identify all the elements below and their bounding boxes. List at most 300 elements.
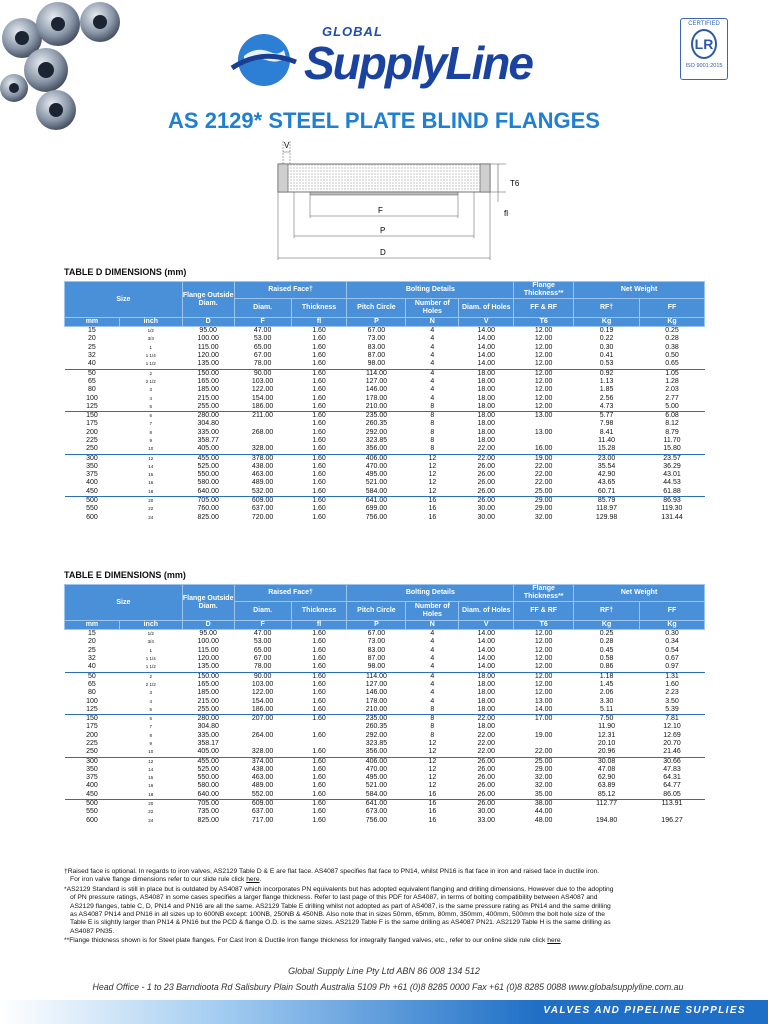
table-cell: 1 <box>119 344 182 352</box>
table-cell: 40 <box>65 360 120 369</box>
unit-cell: D <box>182 318 234 327</box>
table-cell: 26.00 <box>459 463 514 471</box>
unit-cell: inch <box>119 621 182 630</box>
table-cell: 23.00 <box>574 454 640 463</box>
table-cell: 22.00 <box>514 463 574 471</box>
unit-cell: mm <box>65 621 120 630</box>
unit-cell: F <box>234 318 291 327</box>
dim-f-label: F <box>378 206 383 215</box>
unit-cell: Kg <box>640 318 705 327</box>
table-cell <box>574 808 640 816</box>
table-cell: 1.60 <box>291 732 347 740</box>
table-cell: 12.00 <box>514 655 574 663</box>
unit-cell: fl <box>291 621 347 630</box>
table-cell: 85.79 <box>574 497 640 506</box>
table-cell: 6 <box>119 715 182 724</box>
table-cell: 122.00 <box>234 386 291 394</box>
table-cell: 13.00 <box>514 412 574 421</box>
table-cell: 375 <box>65 774 120 782</box>
table-row <box>65 488 705 497</box>
table-cell: 16 <box>406 791 459 800</box>
table-cell: 609.00 <box>234 497 291 506</box>
table-cell: 25 <box>65 647 120 655</box>
table-cell: 62.90 <box>574 774 640 782</box>
table-cell: 24 <box>119 514 182 522</box>
table-cell: 280.00 <box>182 715 234 724</box>
table-cell: 1.60 <box>291 505 347 513</box>
table-cell: 1.60 <box>291 395 347 403</box>
table-e-dimensions <box>64 584 705 825</box>
table-row <box>65 360 705 369</box>
table-cell: 16 <box>406 808 459 816</box>
table-cell: 12.00 <box>514 689 574 697</box>
table-cell: 114.00 <box>347 672 406 681</box>
table-cell: 0.30 <box>574 344 640 352</box>
subhead-ff: FF <box>640 602 705 621</box>
table-cell: 8 <box>406 420 459 428</box>
table-cell: 12.00 <box>514 638 574 646</box>
table-cell: 264.00 <box>234 732 291 740</box>
table-cell: 8.41 <box>574 429 640 437</box>
table-cell: 438.00 <box>234 766 291 774</box>
table-cell: 29.00 <box>514 766 574 774</box>
table-cell: 3.50 <box>640 698 705 706</box>
col-bolting-header: Bolting Details <box>347 282 514 299</box>
table-cell: 178.00 <box>347 395 406 403</box>
table-row <box>65 327 705 336</box>
table-row <box>65 647 705 655</box>
table-cell: 19.00 <box>514 732 574 740</box>
table-cell: 406.00 <box>347 454 406 463</box>
table-cell: 1.60 <box>291 420 347 428</box>
table-row <box>65 429 705 437</box>
table-row <box>65 630 705 639</box>
table-cell: 12 <box>119 757 182 766</box>
subhead-diam: Diam. <box>234 299 291 318</box>
table-cell: 1 1/2 <box>119 663 182 672</box>
table-cell: 12.00 <box>514 360 574 369</box>
table-cell: 14.00 <box>459 663 514 672</box>
table-e-body <box>65 630 705 825</box>
table-cell: 1.60 <box>291 791 347 800</box>
table-cell: 12.00 <box>514 647 574 655</box>
table-cell: 194.80 <box>574 817 640 825</box>
table-cell: 2.56 <box>574 395 640 403</box>
table-cell: 12 <box>406 471 459 479</box>
table-cell: 1.60 <box>291 454 347 463</box>
online-slide-rule-link[interactable]: here <box>547 937 561 944</box>
col-raised-face-header: Raised Face† <box>234 585 347 602</box>
table-cell: 500 <box>65 800 120 809</box>
table-cell: 15 <box>119 774 182 782</box>
company-abn: Global Supply Line Pty Ltd ABN 86 008 134 512 <box>288 966 480 976</box>
table-cell: 5.11 <box>574 706 640 715</box>
table-cell: 5 <box>119 403 182 412</box>
table-cell: 30.00 <box>459 505 514 513</box>
table-cell: 22.00 <box>459 454 514 463</box>
table-cell: 2 1/2 <box>119 681 182 689</box>
table-cell <box>234 420 291 428</box>
table-cell: 640.00 <box>182 488 234 497</box>
table-cell: 7.98 <box>574 420 640 428</box>
table-cell: 12 <box>406 757 459 766</box>
table-cell: 47.00 <box>234 630 291 639</box>
table-cell: 6.08 <box>640 412 705 421</box>
table-row <box>65 344 705 352</box>
table-cell: 450 <box>65 488 120 497</box>
table-cell: 20.70 <box>640 740 705 748</box>
table-cell: 33.00 <box>459 817 514 825</box>
table-cell: 43.65 <box>574 479 640 487</box>
table-cell: 255.00 <box>182 706 234 715</box>
table-cell: 210.00 <box>347 403 406 412</box>
table-cell: 825.00 <box>182 817 234 825</box>
table-cell: 8.79 <box>640 429 705 437</box>
table-cell: 196.27 <box>640 817 705 825</box>
table-cell: 641.00 <box>347 800 406 809</box>
unit-cell: inch <box>119 318 182 327</box>
unit-cell: P <box>347 318 406 327</box>
table-cell: 673.00 <box>347 808 406 816</box>
table-cell: 1.60 <box>291 360 347 369</box>
table-cell: 8 <box>406 715 459 724</box>
table-cell: 12 <box>406 463 459 471</box>
table-cell: 268.00 <box>234 429 291 437</box>
table-cell: 35.00 <box>514 791 574 800</box>
note-as2129-line: AS4087 PN35. <box>70 927 115 935</box>
col-size-header: Size <box>65 282 183 318</box>
table-cell: 95.00 <box>182 630 234 639</box>
table-cell: 825.00 <box>182 514 234 522</box>
table-cell: 4 <box>406 378 459 386</box>
table-cell: 260.35 <box>347 420 406 428</box>
table-cell: 90.00 <box>234 672 291 681</box>
table-cell: 1.85 <box>574 386 640 394</box>
table-cell: 40 <box>65 663 120 672</box>
unit-cell: mm <box>65 318 120 327</box>
table-cell: 0.28 <box>574 638 640 646</box>
table-cell: 12.00 <box>514 630 574 639</box>
dim-p-label: P <box>380 226 386 235</box>
table-row <box>65 412 705 421</box>
table-cell: 178.00 <box>347 698 406 706</box>
table-cell: 44.53 <box>640 479 705 487</box>
table-cell: 12.00 <box>514 672 574 681</box>
table-cell: 20 <box>65 335 120 343</box>
table-cell: 350 <box>65 463 120 471</box>
table-cell: 1.60 <box>291 327 347 336</box>
table-row <box>65 732 705 740</box>
table-cell <box>234 740 291 748</box>
table-cell: 30.08 <box>574 757 640 766</box>
table-cell: 3 <box>119 689 182 697</box>
table-cell: 455.00 <box>182 757 234 766</box>
table-row <box>65 514 705 522</box>
table-cell: 1.60 <box>291 800 347 809</box>
table-cell: 489.00 <box>234 479 291 487</box>
table-cell: 20 <box>119 497 182 506</box>
col-flange-od-header: Flange Outside Diam. <box>182 585 234 621</box>
note-raised-face-text: †Raised face is optional. In regards to iron valves, AS2129 Table D & E are flat face. AS4087 specifies flat face to PN14, whilst PN16 is flat face in iron and raised face in ductile iron. <box>64 868 600 875</box>
table-cell: 0.58 <box>574 655 640 663</box>
table-cell: 11.70 <box>640 437 705 445</box>
table-cell: 637.00 <box>234 808 291 816</box>
table-cell: 48.00 <box>514 817 574 825</box>
table-cell: 12.00 <box>514 369 574 378</box>
table-cell: 12 <box>406 479 459 487</box>
dim-fl-label: fl <box>504 209 508 218</box>
dim-d-label: D <box>380 248 386 257</box>
table-cell: 14.00 <box>459 335 514 343</box>
table-cell: 1.28 <box>640 378 705 386</box>
table-cell: 641.00 <box>347 497 406 506</box>
table-cell: 100.00 <box>182 335 234 343</box>
table-cell: 12.00 <box>514 327 574 336</box>
slide-rule-link[interactable]: here <box>246 876 260 884</box>
table-cell: 32.00 <box>514 782 574 790</box>
table-row <box>65 369 705 378</box>
table-cell: 10 <box>119 445 182 454</box>
table-cell: 406.00 <box>347 757 406 766</box>
unit-cell: N <box>406 621 459 630</box>
table-d-body <box>65 327 705 522</box>
table-cell: 0.92 <box>574 369 640 378</box>
table-cell: 21.46 <box>640 748 705 757</box>
table-cell: 1.60 <box>291 471 347 479</box>
table-cell: 18.00 <box>459 706 514 715</box>
table-cell: 115.00 <box>182 647 234 655</box>
table-row <box>65 454 705 463</box>
table-cell: 756.00 <box>347 514 406 522</box>
table-cell: 470.00 <box>347 766 406 774</box>
table-cell: 14.00 <box>459 655 514 663</box>
table-cell: 5.39 <box>640 706 705 715</box>
table-cell: 1.60 <box>291 479 347 487</box>
table-row <box>65 800 705 809</box>
table-cell: 18.00 <box>459 378 514 386</box>
table-cell: 65 <box>65 681 120 689</box>
table-cell: 22 <box>119 808 182 816</box>
table-cell: 47.83 <box>640 766 705 774</box>
table-cell: 53.00 <box>234 335 291 343</box>
note-as2129-line: *AS2129 Standard is still in place but is outdated by AS4087 which incorporates PN equivalents but has adopted equivalent flanging and drilling dimensions. However due to the adopting <box>64 885 614 893</box>
table-cell: 14.00 <box>459 344 514 352</box>
table-cell: 4 <box>406 672 459 681</box>
table-row <box>65 463 705 471</box>
table-cell: 12 <box>406 748 459 757</box>
table-cell: 14.00 <box>459 360 514 369</box>
table-cell: 640.00 <box>182 791 234 800</box>
table-cell: 22.00 <box>514 748 574 757</box>
table-cell: 18.00 <box>459 672 514 681</box>
table-cell: 521.00 <box>347 479 406 487</box>
table-cell: 335.00 <box>182 732 234 740</box>
table-cell: 11.90 <box>574 723 640 731</box>
table-cell: 225 <box>65 740 120 748</box>
table-cell: 335.00 <box>182 429 234 437</box>
table-cell: 22.00 <box>459 748 514 757</box>
table-cell: 65 <box>65 378 120 386</box>
table-cell: 150.00 <box>182 672 234 681</box>
table-cell: 154.00 <box>234 698 291 706</box>
note-as2129-line: Table E is slightly larger than PN14 & PN16 but the PCD & flange O.D. is the same sizes. AS2129 Table F is the same drilling as AS4087 PN21. AS2129 Table H is the same drilling as <box>70 919 611 927</box>
head-office-address: Head Office - 1 to 23 Barndioota Rd Salisbury Plain South Australia 5109 Ph +61 (0)8 8285 0000 Fax +61 (0)8 8285 0088 www.globalsupplyline.com.au <box>92 982 684 992</box>
table-cell: 1.60 <box>291 706 347 715</box>
footer-tagline: VALVES AND PIPELINE SUPPLIES <box>543 1005 746 1016</box>
table-cell: 225 <box>65 437 120 445</box>
table-cell: 35.54 <box>574 463 640 471</box>
table-cell: 323.85 <box>347 437 406 445</box>
table-cell: 9 <box>119 437 182 445</box>
table-cell: 23.57 <box>640 454 705 463</box>
table-cell: 26.00 <box>459 782 514 790</box>
table-cell: 4 <box>406 638 459 646</box>
table-cell: 95.00 <box>182 327 234 336</box>
table-cell: 8 <box>406 412 459 421</box>
subhead-pitch-circle: Pitch Circle <box>347 602 406 621</box>
table-cell: 1.60 <box>291 766 347 774</box>
table-cell: 11.40 <box>574 437 640 445</box>
table-cell <box>514 437 574 445</box>
table-cell: 495.00 <box>347 774 406 782</box>
table-cell: 14.00 <box>459 327 514 336</box>
table-cell: 7.50 <box>574 715 640 724</box>
table-cell: 1.60 <box>291 663 347 672</box>
logo-global-text: GLOBAL <box>322 24 383 39</box>
table-cell: 1 1/4 <box>119 655 182 663</box>
table-cell: 42.90 <box>574 471 640 479</box>
table-cell: 378.00 <box>234 454 291 463</box>
table-cell: 455.00 <box>182 454 234 463</box>
table-cell: 356.00 <box>347 748 406 757</box>
table-cell: 292.00 <box>347 429 406 437</box>
table-cell: 3/4 <box>119 638 182 646</box>
table-cell: 637.00 <box>234 505 291 513</box>
unit-cell: T6 <box>514 621 574 630</box>
table-cell: 8 <box>406 437 459 445</box>
table-cell: 4 <box>406 681 459 689</box>
table-cell: 1.60 <box>291 429 347 437</box>
table-cell: 525.00 <box>182 766 234 774</box>
subhead-thickness: Thickness <box>291 299 347 318</box>
table-cell: 438.00 <box>234 463 291 471</box>
note-as2129-line: AS2129 flanges, table C, D, PN14 and PN16 are all the same. AS2129 Table E drilling whilst not adopted as part of AS4087, is the same pressure rating as PN14 and the same drilling <box>70 902 611 910</box>
table-cell: 328.00 <box>234 748 291 757</box>
table-row <box>65 335 705 343</box>
table-cell: 470.00 <box>347 463 406 471</box>
table-row <box>65 681 705 689</box>
table-cell: 6 <box>119 412 182 421</box>
table-cell: 1.60 <box>291 808 347 816</box>
note-as2129-line: as AS4087 PN14 and PN16 in all sizes up to 600NB except: 100NB, 250NB & 450NB. Also note that in sizes 50mm, 65mm, 80mm, 350mm, 400mm, 500mm the bolt hole size of the <box>70 910 605 918</box>
table-cell: 1.60 <box>291 655 347 663</box>
table-cell: 550 <box>65 808 120 816</box>
table-cell: 580.00 <box>182 479 234 487</box>
table-cell: 16 <box>406 817 459 825</box>
table-cell: 756.00 <box>347 817 406 825</box>
table-cell: 323.85 <box>347 740 406 748</box>
table-cell: 73.00 <box>347 638 406 646</box>
table-cell: 495.00 <box>347 471 406 479</box>
note-flange-thickness: **Flange thickness shown is for Steel plate flanges. For Cast Iron & Ductile Iron flange thickness for integrally flanged valves, etc., refer to our online slide rule click here. <box>64 937 563 944</box>
table-row <box>65 715 705 724</box>
subhead-ff: FF <box>640 299 705 318</box>
table-cell: 25 <box>65 344 120 352</box>
table-cell: 1.60 <box>291 463 347 471</box>
table-cell: 29.00 <box>514 505 574 513</box>
table-cell: 1.60 <box>291 488 347 497</box>
table-cell: 1.60 <box>291 774 347 782</box>
table-cell: 18.00 <box>459 386 514 394</box>
table-cell: 129.98 <box>574 514 640 522</box>
table-cell: 1.60 <box>640 681 705 689</box>
table-cell: 358.17 <box>182 740 234 748</box>
cert-iso-text: ISO 9001:2015 <box>685 63 723 69</box>
table-cell: 12 <box>406 740 459 748</box>
table-cell: 12 <box>406 454 459 463</box>
table-cell: 358.77 <box>182 437 234 445</box>
table-cell: 10 <box>119 748 182 757</box>
table-cell: 15.28 <box>574 445 640 454</box>
table-cell <box>291 740 347 748</box>
table-cell: 15.80 <box>640 445 705 454</box>
subhead-ff-rf: FF & RF <box>514 602 574 621</box>
table-cell: 304.80 <box>182 420 234 428</box>
table-cell: 4 <box>406 698 459 706</box>
table-cell: 215.00 <box>182 698 234 706</box>
table-cell: 0.53 <box>574 360 640 369</box>
table-cell: 580.00 <box>182 782 234 790</box>
unit-cell: N <box>406 318 459 327</box>
table-cell: 5 <box>119 706 182 715</box>
table-cell: 24 <box>119 817 182 825</box>
table-cell: 85.12 <box>574 791 640 800</box>
table-cell: 4 <box>406 395 459 403</box>
table-cell: 532.00 <box>234 488 291 497</box>
table-cell: 80 <box>65 689 120 697</box>
table-cell: 185.00 <box>182 386 234 394</box>
table-row <box>65 497 705 506</box>
table-cell: 29.00 <box>514 497 574 506</box>
table-cell: 18.00 <box>459 698 514 706</box>
table-cell: 1.60 <box>291 386 347 394</box>
table-cell: 2.77 <box>640 395 705 403</box>
table-cell: 3.30 <box>574 698 640 706</box>
table-cell: 705.00 <box>182 497 234 506</box>
table-cell: 705.00 <box>182 800 234 809</box>
table-cell: 12.10 <box>640 723 705 731</box>
table-cell: 120.00 <box>182 352 234 360</box>
table-cell: 115.00 <box>182 344 234 352</box>
table-cell: 16 <box>406 505 459 513</box>
table-row <box>65 663 705 672</box>
unit-cell: V <box>459 621 514 630</box>
table-cell: 250 <box>65 445 120 454</box>
table-cell: 760.00 <box>182 505 234 513</box>
table-cell: 120.00 <box>182 655 234 663</box>
table-row <box>65 817 705 825</box>
table-cell: 552.00 <box>234 791 291 800</box>
unit-cell: T6 <box>514 318 574 327</box>
table-cell: 30.00 <box>459 808 514 816</box>
table-cell: 4 <box>119 698 182 706</box>
subhead-thickness: Thickness <box>291 602 347 621</box>
table-cell: 63.89 <box>574 782 640 790</box>
subhead-number-of-holes: Number of Holes <box>406 602 459 621</box>
table-cell: 15 <box>65 327 120 336</box>
table-cell: 67.00 <box>347 327 406 336</box>
table-cell: 0.28 <box>640 335 705 343</box>
